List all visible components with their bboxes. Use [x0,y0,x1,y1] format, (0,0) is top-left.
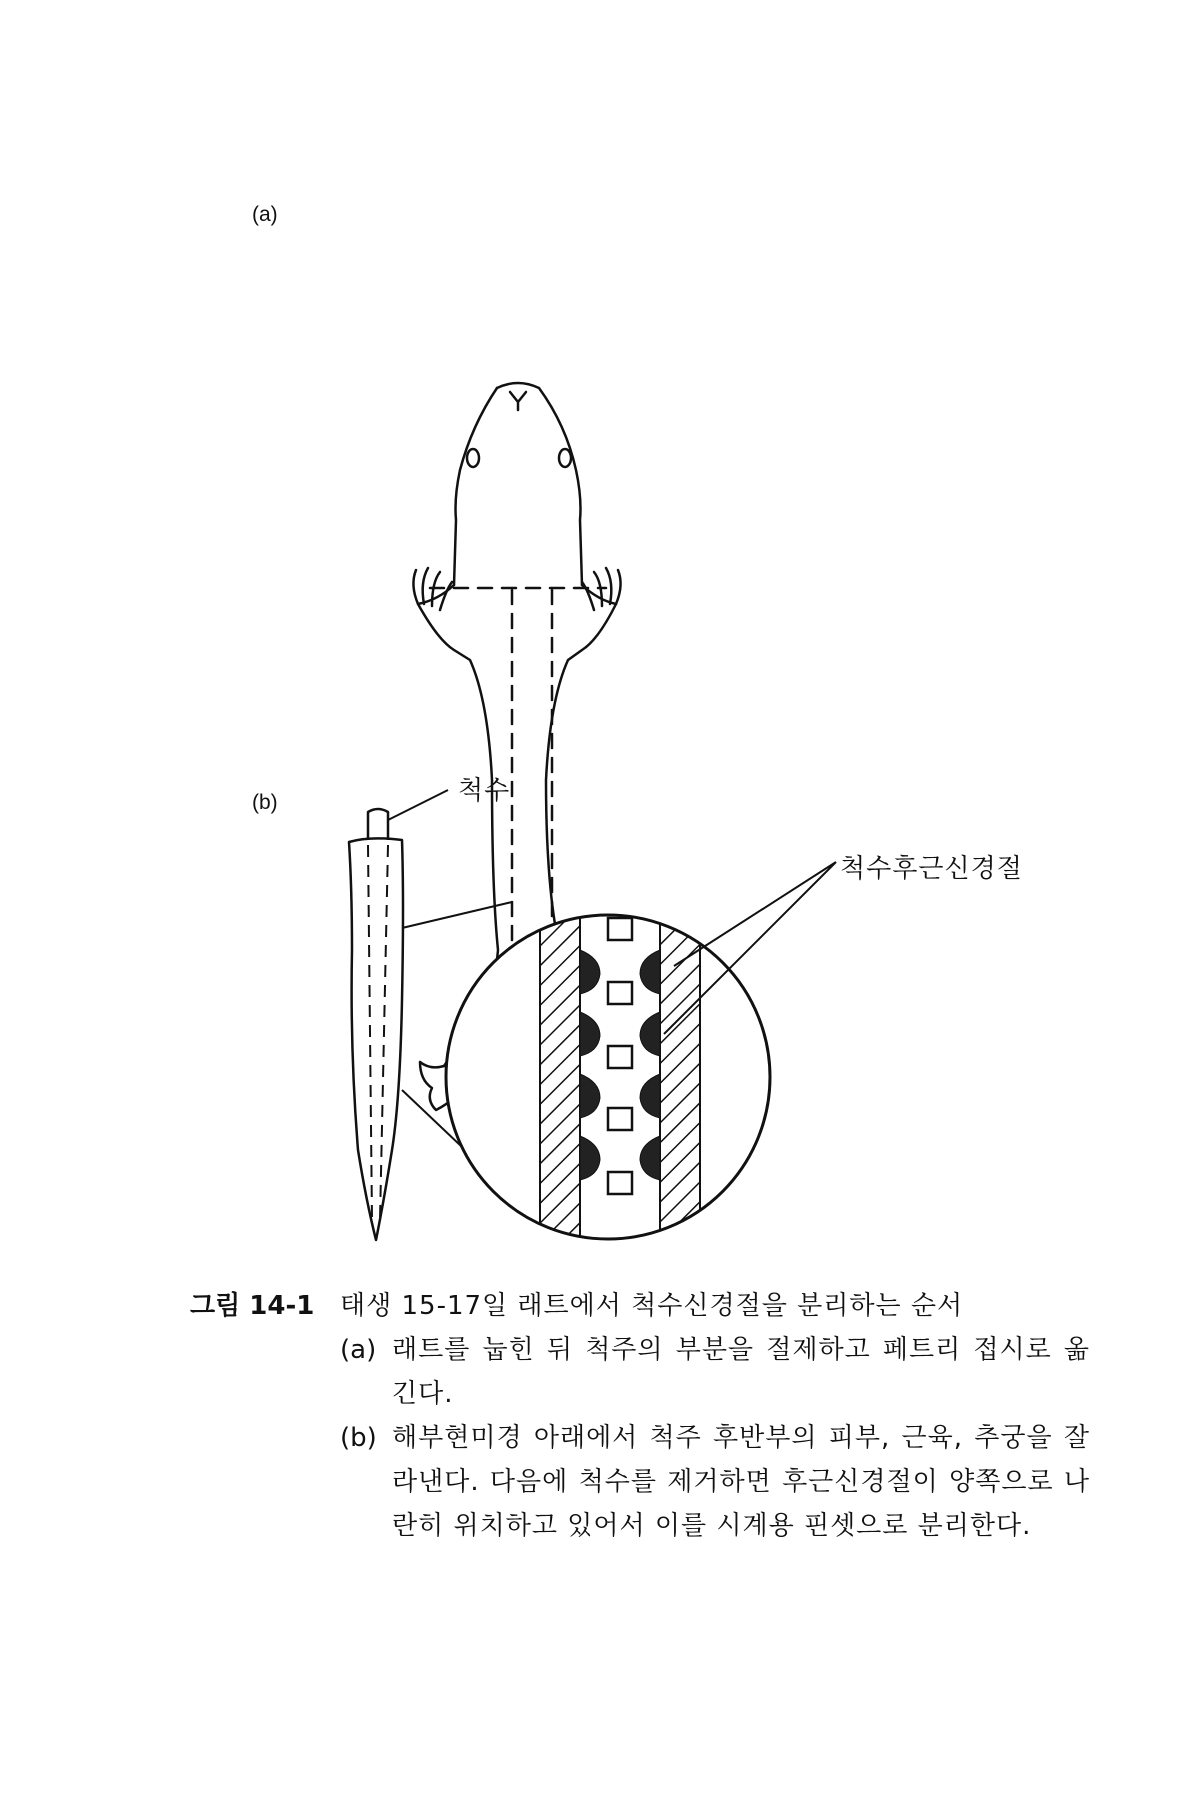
figure-title: 태생 15-17일 래트에서 척수신경절을 분리하는 순서 [340,1291,964,1321]
magnified-view [446,862,836,1260]
item-key: (a) [340,1335,377,1365]
item-text: 해부현미경 아래에서 척주 후반부의 피부, 근육, 추궁을 잘라낸다. 다음에 척수를 제거하면 후근신경절이 양쪽으로 나란히 위치하고 있어서 이를 시계용 핀셋으로 분리한다. [392,1423,1090,1541]
item-key: (b) [340,1423,377,1453]
caption-item-a [340,1328,1090,1416]
figure-caption [190,1284,1090,1548]
panel-a-label: (a) [252,203,278,226]
caption-item-b [340,1416,1090,1548]
figure-number: 그림 14-1 [190,1291,315,1321]
dorsal-root-ganglion-label: 척수후근신경절 [840,854,1023,884]
panel-b-label: (b) [252,791,278,814]
spinal-cord-label: 척수 [458,776,511,806]
item-text: 래트를 눕힌 뒤 척주의 부분을 절제하고 페트리 접시로 옮긴다. [392,1335,1090,1409]
